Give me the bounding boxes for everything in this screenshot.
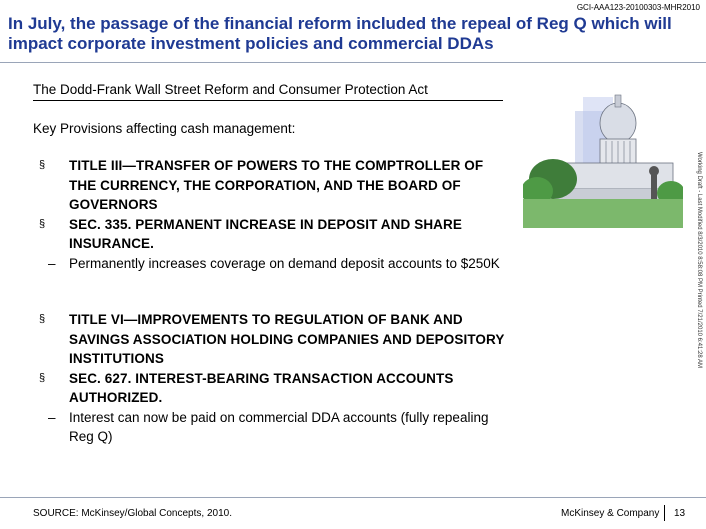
- provision-text: SEC. 627. INTEREST-BEARING TRANSACTION ACCOUNTS AUTHORIZED.: [69, 370, 454, 405]
- print-info-note: [690, 152, 702, 382]
- sub-item-text: Interest can now be paid on commercial DDA accounts (fully repealing Reg Q): [69, 409, 489, 444]
- footer-separator: [664, 505, 665, 521]
- key-provisions-heading: Key Provisions affecting cash management:: [33, 121, 296, 136]
- title-divider: [0, 62, 706, 63]
- footer-divider: [0, 497, 706, 498]
- provision-text: TITLE VI—IMPROVEMENTS TO REGULATION OF BANK AND SAVINGS ASSOCIATION HOLDING COMPANIES AND DEPOSITORY INSTITUTIONS: [69, 312, 505, 366]
- print-info-text: Working Draft - Last Modified 8/3/2010 8:58:08 PM Printed 7/21/2010 6:41:28 AM: [696, 152, 702, 369]
- source-note: SOURCE: McKinsey/Global Concepts, 2010.: [33, 508, 232, 519]
- provision-text: SEC. 335. PERMANENT INCREASE IN DEPOSIT AND SHARE INSURANCE.: [69, 216, 462, 251]
- square-bullet-icon: §: [39, 217, 46, 230]
- list-item: [33, 215, 513, 254]
- slide-title: In July, the passage of the financial reform included the repeal of Reg Q which will impact corporate investment policies and commercial DDAs: [8, 14, 672, 53]
- list-item: [33, 156, 513, 215]
- provision-text: TITLE III—TRANSFER OF POWERS TO THE COMPTROLLER OF THE CURRENCY, THE CORPORATION, AND THE BOARD OF GOVERNORS: [69, 158, 484, 212]
- subtitle-divider: [33, 100, 503, 101]
- square-bullet-icon: §: [39, 371, 46, 384]
- act-name: The Dodd-Frank Wall Street Reform and Consumer Protection Act: [33, 82, 428, 97]
- square-bullet-icon: §: [39, 313, 46, 325]
- page-number: 13: [674, 508, 686, 519]
- sub-item: [33, 408, 513, 447]
- provisions-block-1: [33, 156, 513, 273]
- sub-item-text: Permanently increases coverage on demand deposit accounts to $250K: [69, 255, 500, 271]
- list-item: [33, 369, 513, 408]
- brand-name: McKinsey & Company: [561, 508, 660, 519]
- dash-icon: –: [48, 409, 56, 425]
- dash-icon: –: [48, 255, 56, 271]
- square-bullet-icon: §: [39, 159, 46, 171]
- provisions-block-2: [33, 310, 513, 447]
- capitol-building-icon: [523, 83, 683, 228]
- sub-item: [33, 254, 513, 274]
- list-item: [33, 310, 513, 369]
- document-id: GCI-AAA123-20100303-MHR2010: [576, 3, 700, 12]
